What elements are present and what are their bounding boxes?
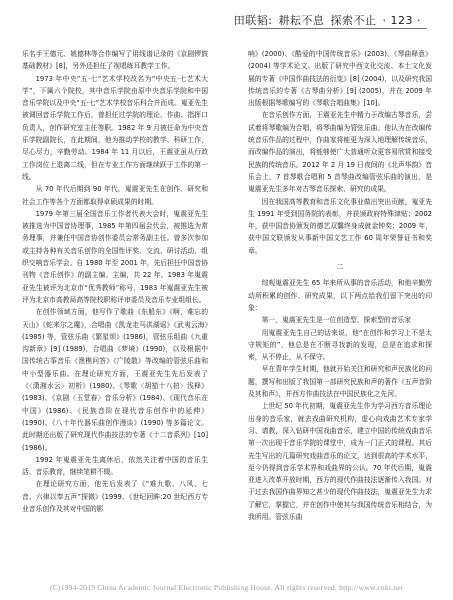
paragraph: 1979 年第三届全国音乐工作者代表大会时，嵬震亚先生被推选为中国音协理事，1985 年第四届会代会，被推选为常务理事，并兼任中国音协创作委员会常务副主任。曾多次参加或主持各种有关音乐创作的全国性评奖、交流、研讨活动，组织交响音乐学会。自 1980 年至 2001 年，先后担任中国音协刊物《音乐创作》的副主编、主编，共 22 年。1983 年嵬震亚先生被评为北京市“优秀教师”称号，1983 年嵬震亚先生被评为北京市高教局高等院校职称评审委员及音乐专业组组长。 <box>22 209 208 304</box>
paragraph: 在理论研究方面，他先后发表了《“难九歌、八风、七音、六律以奉五声”探微》(1999、《世纪回眸:20 世纪西方专业音乐创作及其对中国的影 <box>22 480 208 513</box>
header-title: 耕耘不息 <box>278 14 325 27</box>
page-number: · 123 · <box>382 14 421 27</box>
paragraph: 用嵬震亚先生自己的话来说，他“在创作和学习上不是太守规矩的”，他总是在不断寻找新的发现，总是在追求和探索，从不停止，从不保守。 <box>248 328 432 362</box>
left-column <box>22 48 208 568</box>
right-column <box>248 48 432 568</box>
running-header <box>0 0 453 38</box>
header-text <box>228 12 421 28</box>
section-number: 二 <box>336 263 344 272</box>
header-author: 田联韬: <box>233 14 273 27</box>
copyright-footer: (C)1994-2019 China Academic Journal Electronic Publishing House. All rights reserved. http://www.cnki.net <box>49 583 404 592</box>
paragraph: 乐名手王德元、姚德林等合作编写了用线谱记录的《京剧锣鼓基础教材》[8]，另外还担任了视唱练耳教学工作。 <box>22 50 208 71</box>
paragraph: 1992 年嵬震亚先生离休后，依然关注着中国的音乐生活、音乐教育，继续笔耕不辍。 <box>22 455 208 477</box>
paragraph: 在音乐创作方面，王震亚先生中精力于改编古琴音乐，尝试着将琴歌编为合唱，将琴曲编为管弦乐曲。他认为在改编传统音乐作品的过程中，作曲家将能更为深入地理解传统音乐，而改编作品的演出，将能够使广大普通听众更容易欣赏和接受民族的传统音乐。2012 年 2 月 19 日夜间的《北声华韵》音乐会上，7 首琴歌合唱和 5 首琴曲改编管弦乐曲的演出，是嵬震亚先生多年对古琴音乐探索、研究的成果。 <box>248 111 432 194</box>
header-rule <box>250 28 427 29</box>
paragraph: 早在青年学生时期，他就开始关注和研究和声民族化的问题，撰写和出版了我国第一部研究民族和声的著作《五声音阶及其和声》，并西方作曲技法在中国民族化之先河。 <box>248 365 432 399</box>
paragraph: 从 70 年代后期到 90 年代，嵬震亚先生在创作、研究和社会工作等各个方面都取得卓硕成果的时期。 <box>22 185 208 206</box>
paragraph: 因在我国高等教育和音乐文化事业做出突出贡献，嵬亚先生 1991 年受到国务院的表彰，并获颁政府特殊津贴；2002 年，获中国音协颁发的德艺双馨终身成就金钟奖；2009 年，获中国文联颁发从事新中国文艺工作 60 周年荣誉证书和奖章。 <box>248 197 432 255</box>
header-subtitle: 探索不止 <box>330 14 377 27</box>
paragraph: 响》(2000)、《酷爱的中国传统音乐》(2003)、《琴曲释意》(2004) 等学术论文。出版了研究中西文化交流、本土文化发展的专著《中国作曲技法的衍变》[8] (2004)，以及研究我国传统音乐的专著《古琴曲分析》[9] (2005)，并在 2009 年出版根据琴歌编写的《琴歌合唱曲集》[10]。 <box>248 50 432 108</box>
paragraph: 上世纪 50 年代初期，嵬震亚先生作为学习西方音乐理论出身的音乐家，就去戏曲研究机构，虚心向戏曲艺术专家学习、请教，深入钻研中国戏曲音乐，建立中国的传统戏曲音乐第一次出现于音乐学院的课堂中，成为一门正式的课程。其后先生写出的几篇研究戏曲音乐的论文，达到很高的学术水平，至今仍得到音乐学术界和戏曲界的公认。70 年代后期，嵬震亚进入改革开放时期，西方的现代作曲技法逐渐传入我国。对于过去我国作曲界知之甚少的现代作曲技法，嵬震亚先生力求了解它，掌握它，并在创作中使其与我国传统音乐相结合，为我所用。管弦乐曲 <box>248 402 432 521</box>
paragraph: 综观嵬震亚先生 65 年来所从事的音乐活动，和他辛勤劳动所积累的创作、研究成果，以下两点给我们留下突出的印象： <box>248 279 432 312</box>
paragraph: 第一，嵬震亚先生是一位创造型、探索型的音乐家 <box>261 316 412 325</box>
paragraph: 1973 年中央“五·七”艺术学校改名为“中央五·七艺术大学”，下属六个院校，其中音乐学院由原中央音乐学院和中国音乐学院以及中央“五·七”艺术学校音乐科合并而成。嵬亚先生被调回音乐学院工作后，曾担任过学院的理论、作曲、指挥口负责人，创作研究室主任等职。1982 年 9 月被任命为中央音乐学院副院长，在此期间，他为推动学校的教学、科研工作，尽心尽力，辛勤劳动。1984 年 11 月以后，王震亚虽从行政工作岗位上退离二线，但在专业工作方面继续跃于工作的第一线。 <box>22 74 208 181</box>
paragraph: 在创作领域方面，他写作了歌曲《东船东》《啊，难忘的天山》《蛇来尔之魔》，合唱曲《凯龙走马洪湖谣》《武夷云海》(1985) 等，管弦乐曲《繁星颂》(1986)，管弦乐组曲《九重沟新章》[9] (1989)，合唱曲《梦境》(1990)，以及根据中国传统古筝音乐《渔樵问答》《广陵散》等改编的管弦乐曲和中小型器乐曲。在理论研究方面，王震亚先生先后发表了《〈潇湘水云〉初析》(1980)、《琴歌〈胡笳十八拍〉浅释》(1983)、《京剧〈玉堂春〉音乐分析》(1984)、《现代音乐在中国》(1986)、《民族音阶在现代音乐创作中的延伸》(1990)、《八十年代器乐曲创作漫谈》(1990) 等多篇论文。此时期还出版了研究现代作曲技法的专著《十二音系列》[10] (1986)。 <box>22 308 208 452</box>
